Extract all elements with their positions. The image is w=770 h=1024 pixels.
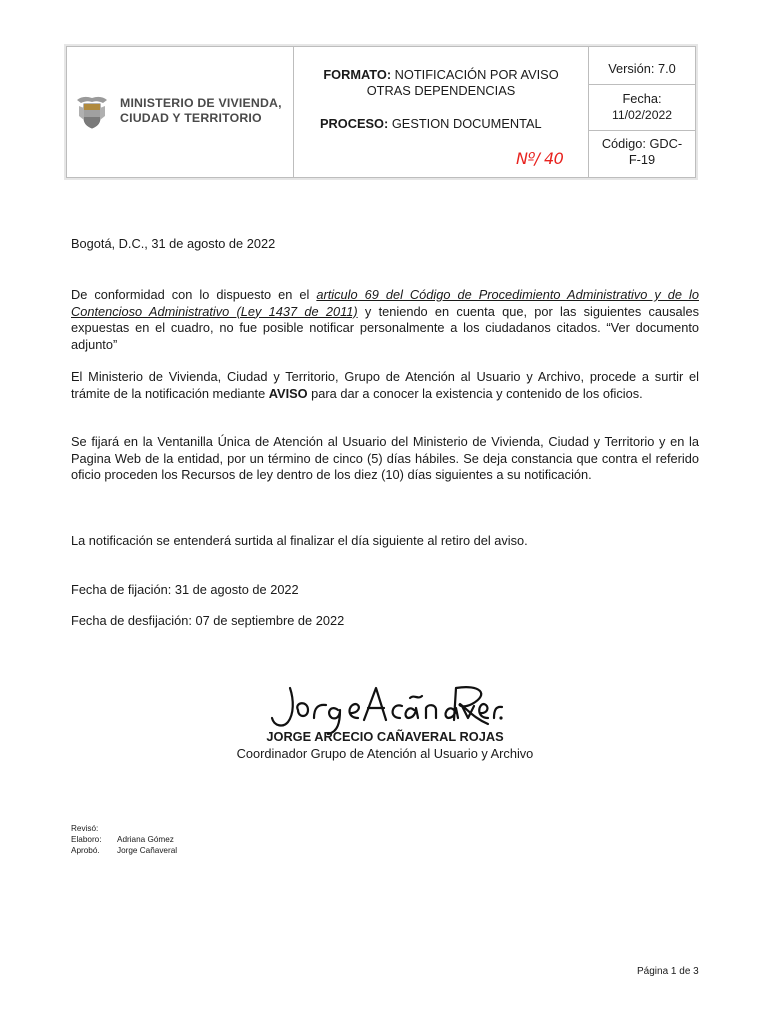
date-value: 11/02/2022 bbox=[611, 108, 673, 122]
format-label: FORMATO: bbox=[323, 67, 392, 82]
format-title bbox=[294, 67, 588, 99]
approved-label: Aprobó. bbox=[71, 846, 100, 855]
approved-by: Jorge Cañaveral bbox=[117, 846, 178, 855]
title-cell bbox=[294, 47, 589, 177]
paragraph-legal-basis-start: De conformidad con lo dispuesto en el bbox=[71, 287, 317, 302]
version-text: Versión: 7.0 bbox=[608, 61, 676, 76]
paragraph-procedure bbox=[71, 369, 699, 402]
paragraph-legal-basis bbox=[71, 287, 699, 353]
version-cell bbox=[589, 47, 695, 85]
paragraph-effect: La notificación se entenderá surtida al finalizar el día siguiente al retiro del aviso. bbox=[71, 533, 528, 548]
paragraph-publication: Se fijará en la Ventanilla Única de Atención al Usuario del Ministerio de Vivienda, Ciudad y Territorio y en la Pagina Web de la entidad, por un término de cinco (5) días hábiles. Se deja constancia que contra el referido oficio proceden los Recursos de ley dentro de los diez (10) días siguientes a su notificación. bbox=[71, 434, 699, 482]
aviso-keyword: AVISO bbox=[268, 385, 308, 401]
date-label: Fecha: bbox=[622, 91, 662, 106]
handwritten-signature bbox=[268, 680, 504, 736]
page-number: Página 1 de 3 bbox=[637, 966, 699, 977]
logo-cell bbox=[67, 47, 294, 177]
ministry-name-line1: MINISTERIO DE VIVIENDA, bbox=[120, 96, 282, 110]
prepared-by: Adriana Gómez bbox=[117, 835, 174, 844]
paragraph-legal-basis-end: y teniendo en cuenta que, por las siguientes causales expuestas en el cuadro, no fue posible notificar personalmente a los ciudadanos citados. “Ver documento adjunto” bbox=[71, 303, 699, 352]
law-reference-link: articulo 69 del Código de Procedimiento Administrativo y de lo Contencioso Administrativo (Ley 1437 de 2011) bbox=[71, 287, 699, 319]
metadata-cell bbox=[589, 47, 695, 177]
process-label: PROCESO: bbox=[320, 116, 389, 131]
signer-role: Coordinador Grupo de Atención al Usuario y Archivo bbox=[236, 746, 534, 761]
ministry-name-line2: CIUDAD Y TERRITORIO bbox=[120, 111, 262, 125]
reviewed-label: Revisó: bbox=[71, 824, 99, 833]
format-value-line1: NOTIFICACIÓN POR AVISO bbox=[394, 67, 559, 82]
fixing-date: Fecha de fijación: 31 de agosto de 2022 bbox=[71, 582, 299, 597]
handwritten-number: Nº/ 40 bbox=[516, 149, 564, 168]
paragraph-procedure-end: para dar a conocer la existencia y contenido de los oficios. bbox=[307, 385, 643, 401]
code-line2: F-19 bbox=[628, 152, 656, 167]
prepared-label: Elaboro: bbox=[71, 835, 102, 844]
unfixing-date: Fecha de desfijación: 07 de septiembre de 2022 bbox=[71, 613, 345, 628]
code-cell bbox=[589, 131, 695, 177]
place-date: Bogotá, D.C., 31 de agosto de 2022 bbox=[71, 236, 276, 251]
document-header bbox=[66, 46, 696, 178]
code-line1: Código: GDC- bbox=[601, 136, 683, 151]
process-value: GESTION DOCUMENTAL bbox=[391, 116, 542, 131]
format-value-line2: OTRAS DEPENDENCIAS bbox=[366, 83, 516, 98]
date-cell bbox=[589, 85, 695, 131]
ministry-name bbox=[120, 96, 282, 126]
signer-name: JORGE ARCECIO CAÑAVERAL ROJAS bbox=[266, 729, 504, 744]
process-title bbox=[320, 116, 542, 131]
paragraph-procedure-start: El Ministerio de Vivienda, Ciudad y Territorio, Grupo de Atención al Usuario y Archivo, procede a surtir el trámite de la notificación mediante bbox=[71, 369, 699, 401]
colombia-coat-of-arms-icon bbox=[75, 94, 109, 130]
